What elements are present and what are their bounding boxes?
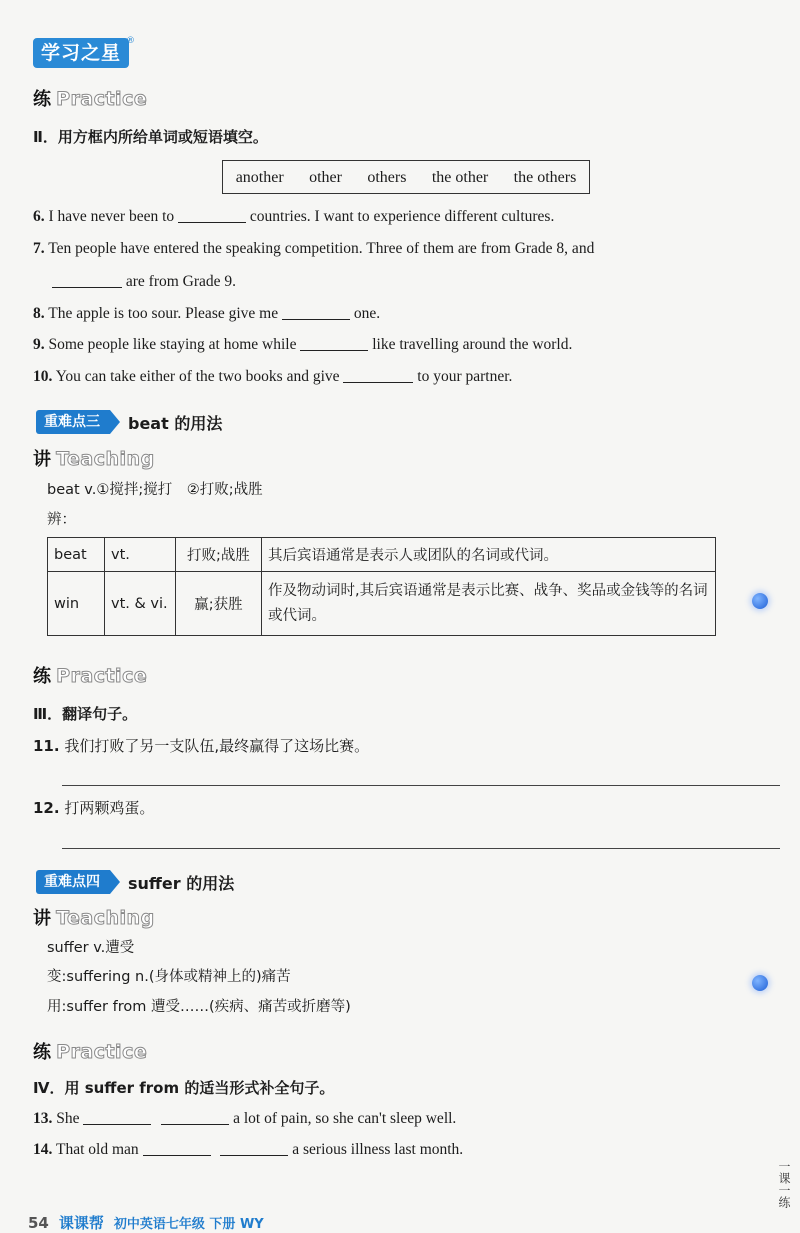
page-footer (28, 1212, 264, 1233)
registered-mark: ® (126, 36, 135, 46)
teaching-heading-1: 讲 Teaching (33, 448, 155, 470)
key-point-3 (36, 410, 222, 434)
instruction-iii: Ⅲ．翻译句子。 (33, 705, 138, 723)
answer-blank[interactable] (161, 1110, 229, 1125)
word-box (222, 160, 590, 194)
question-12: 12. 打两颗鸡蛋。 (33, 799, 155, 817)
answer-blank[interactable] (83, 1110, 151, 1125)
instruction-ii: Ⅱ．用方框内所给单词或短语填空。 (33, 128, 268, 146)
question-7: 7. Ten people have entered the speaking competition. Three of them are from Grade 8, and (33, 240, 595, 257)
answer-line[interactable] (62, 848, 780, 849)
practice-label-cn: 练 (33, 89, 51, 110)
bian-label: 辨： (47, 512, 76, 528)
practice-heading-1 (33, 85, 147, 111)
question-10: 10. You can take either of the two books and give to your partner. (33, 368, 513, 385)
page-number: 54 (28, 1214, 49, 1232)
table-row: win vt. & vi. 赢;获胜 作及物动词时,其后宾语通常是表示比赛、战争、奖品或金钱等的名词或代词。 (48, 572, 716, 636)
word-option: another (235, 169, 284, 186)
pen-marker-icon (752, 593, 768, 609)
side-series-label: 一课一练 (777, 1160, 791, 1208)
question-8: 8. The apple is too sour. Please give me one. (33, 305, 381, 322)
answer-blank[interactable] (300, 336, 368, 351)
answer-blank[interactable] (143, 1141, 211, 1156)
pen-marker-icon (752, 975, 768, 991)
word-option: the others (513, 169, 577, 186)
answer-blank[interactable] (282, 305, 350, 320)
key-badge: 重难点三 (36, 410, 110, 434)
suffer-variant: 变:suffering n.(身体或精神上的)痛苦 (47, 969, 291, 985)
key-title: suffer 的用法 (128, 873, 235, 893)
practice-heading-3: 练 Practice (33, 1041, 148, 1063)
word-option: other (309, 169, 342, 186)
practice-label-en: Practice (56, 88, 148, 110)
practice-heading-2: 练 Practice (33, 665, 148, 687)
beat-win-table (47, 537, 716, 636)
key-point-4 (36, 870, 234, 894)
badge-arrow-icon (110, 870, 120, 894)
question-6: 6. I have never been to countries. I want to experience different cultures. (33, 208, 555, 225)
teaching-heading-2: 讲 Teaching (33, 907, 155, 929)
question-11: 11. 我们打败了另一支队伍,最终赢得了这场比赛。 (33, 737, 370, 755)
answer-blank[interactable] (52, 273, 122, 288)
footer-series: 初中英语七年级 下册 WY (113, 1217, 264, 1232)
key-title: beat 的用法 (128, 413, 223, 433)
key-badge: 重难点四 (36, 870, 110, 894)
word-option: others (367, 169, 407, 186)
suffer-definition: suffer v.遭受 (47, 940, 135, 956)
answer-line[interactable] (62, 785, 780, 786)
badge-arrow-icon (110, 410, 120, 434)
word-option: the other (431, 169, 489, 186)
question-14: 14. That old man a serious illness last month. (33, 1141, 464, 1158)
question-9: 9. Some people like staying at home while like travelling around the world. (33, 336, 573, 353)
instruction-iv: Ⅳ．用 suffer from 的适当形式补全句子。 (33, 1079, 335, 1097)
footer-brand: 课课帮 (58, 1214, 104, 1232)
table-row: beat vt. 打败;战胜 其后宾语通常是表示人或团队的名词或代词。 (48, 538, 716, 572)
beat-definition: beat v.①搅拌;搅打 ②打败;战胜 (47, 482, 263, 498)
brand-logo: 学习之星 (33, 38, 129, 68)
suffer-usage: 用:suffer from 遭受……(疾病、痛苦或折磨等) (47, 999, 351, 1015)
answer-blank[interactable] (343, 368, 413, 383)
question-13: 13. She a lot of pain, so she can't sleep well. (33, 1110, 457, 1127)
answer-blank[interactable] (220, 1141, 288, 1156)
answer-blank[interactable] (178, 208, 246, 223)
question-7-cont: are from Grade 9. (52, 273, 236, 291)
